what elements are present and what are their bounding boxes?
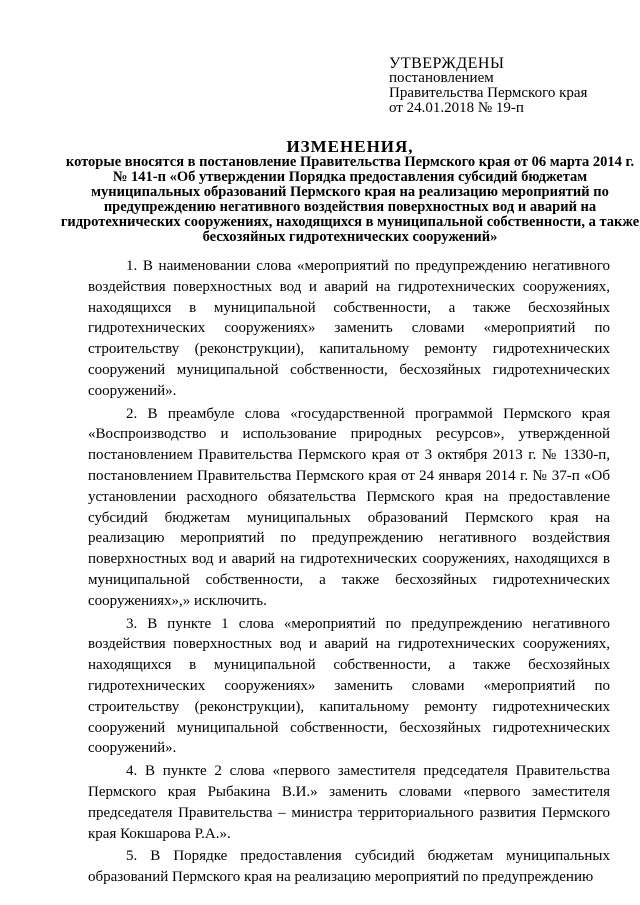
approval-line: Правительства Пермского края [389,85,588,101]
approval-line: постановлением [389,70,494,86]
approval-date: от 24.01.2018 № 19-п [389,100,524,116]
document-title [60,139,640,245]
title-subtitle: которые вносятся в постановление Правительства Пермского края от 06 марта 2014 г. № 141-п «Об утверждении Порядка предоставления субсидий бюджетам муниципальных образований Пермского края на реализацию мероприятий по предупреждению негативного воздействия поверхностных вод и аварий на гидротехнических сооружениях, находящихся в муниципальной собственности, а также бесхозяйных гидротехнических сооружений» [60,154,640,245]
paragraph: 4. В пункте 2 слова «первого заместителя председателя Правительства Пермского края Рыбакина В.И.» заменить словами «первого заместителя председателя Правительства – министра территориального развития Пермского края Кокшарова Р.А.». [88,763,610,842]
paragraph: 1. В наименовании слова «мероприятий по предупреждению негативного воздействия поверхностных вод и аварий на гидротехнических сооружениях, находящихся в муниципальной собственности, а также бесхозяйных гидротехнических сооружениях» заменить словами «мероприятий по строительству (реконструкции), капитальному ремонту гидротехнических сооружений муниципальной собственности, бесхозяйных гидротехнических сооружений». [88,258,610,399]
paragraph: 5. В Порядке предоставления субсидий бюджетам муниципальных образований Пермского края на реализацию мероприятий по предупреждению [88,848,610,886]
title-heading: ИЗМЕНЕНИЯ, [286,137,414,156]
paragraph: 3. В пункте 1 слова «мероприятий по предупреждению негативного воздействия поверхностных вод и аварий на гидротехнических сооружениях, находящихся в муниципальной собственности, а также бесхозяйных гидротехнических сооружениях» заменить словами «мероприятий по строительству (реконструкции), капитальному ремонту гидротехнических сооружений муниципальной собственности, бесхозяйных гидротехнических сооружений». [88,615,610,757]
document-body [88,256,610,890]
approval-stamp [389,56,619,116]
approval-heading: УТВЕРЖДЕНЫ [389,55,505,72]
paragraph: 2. В преамбуле слова «государственной программой Пермского края «Воспроизводство и использование природных ресурсов», утвержденной постановлением Правительства Пермского края от 3 октября 2013 г. № 1330-п, постановлением Правительства Пермского края от 24 января 2014 г. № 37-п «Об установлении расходного обязательства Пермского края на предоставление субсидий бюджетам муниципальных образований Пермского края на реализацию мероприятий по предупреждению негативного воздействия поверхностных вод и аварий на гидротехнических сооружениях, находящихся в муниципальной собственности, а также бесхозяйных гидротехнических сооружениях»,» исключить. [88,405,610,609]
